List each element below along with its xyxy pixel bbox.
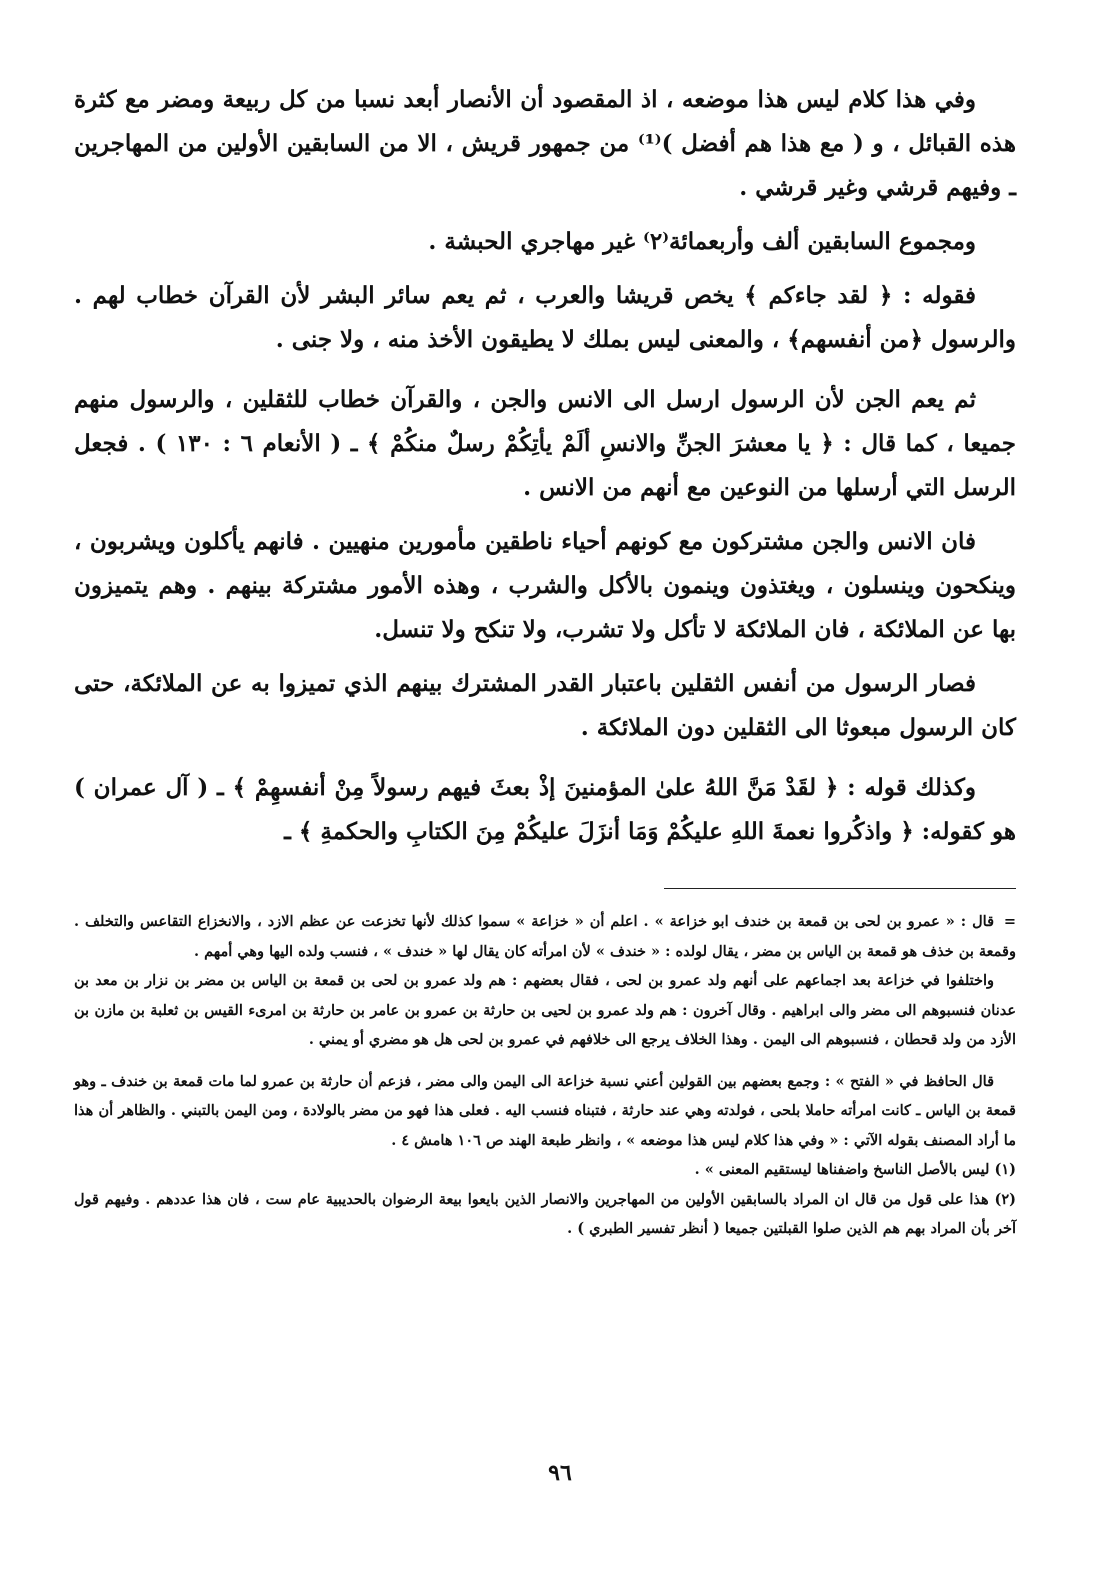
page-number: ٩٦ bbox=[548, 1460, 572, 1486]
main-text bbox=[74, 78, 1016, 854]
body-paragraph: ومجموع السابقين ألف وأربعمائة⁽٢⁾ غير مهاجري الحبشة . bbox=[428, 228, 976, 255]
continuation-marker: = bbox=[1003, 913, 1016, 930]
footnote-continuation: واختلفوا في خزاعة بعد اجماعهم على أنهم ولد عمرو بن لحى ، فقال بعضهم : هم ولد عمرو بن لحى بن قمعة بن الياس بن مضر بن نزار بن معد بن عدنان فنسبوهم الى مضر والى ابراهيم . وقال آخرون : هم ولد عمرو بن لحيى بن حارثة بن عمرو بن عامر بن حارثة بن امرىء القيس بن ثعلبة بن مازن بن الأزد من ولد قحطان ، فنسبوهم الى اليمن . وهذا الخلاف يرجع الى خلافهم في عمرو بن لحى هل هو مضري أو يمني . bbox=[74, 972, 1016, 1048]
footnote-text: قال : « عمرو بن لحى بن قمعة بن خندف ابو خزاعة » . اعلم أن « خزاعة » سموا كذلك لأنها تخزعت عن عظم الازد ، والانخزاع التقاعس والتخلف . وقمعة بن خذف هو قمعة بن الياس بن مضر ، يقال لولده : « خندف » لأن امرأته كان يقال لها « خندف » ، فنسب ولده اليها وهي أمهم . bbox=[74, 913, 1016, 960]
body-paragraph: وكذلك قوله : ﴿ لقَدْ مَنَّ اللهُ علىٰ المؤمنينَ إذْ بعثَ فيهم رسولاً مِنْ أنفسهِمْ ﴾ ـ ( آل عمران ) هو كقوله: ﴿ واذكُروا نعمةَ اللهِ عليكُمْ وَمَا أنزَلَ عليكُمْ مِنَ الكتابِ والحكمةِ ﴾ ـ bbox=[74, 774, 1016, 845]
footnote-1: (١) ليس بالأصل الناسخ واضفناها ليستقيم المعنى » . bbox=[694, 1161, 1016, 1178]
body-paragraph: وفي هذا كلام ليس هذا موضعه ، اذ المقصود أن الأنصار أبعد نسبا من كل ربيعة ومضر مع كثرة هذه القبائل ، و ( مع هذا هم أفضل )⁽¹⁾ من جمهور قريش ، الا من السابقين الأولين من المهاجرين ـ وفيهم قرشي وغير قرشي . bbox=[74, 86, 1016, 201]
body-paragraph: ثم يعم الجن لأن الرسول ارسل الى الانس والجن ، والقرآن خطاب للثقلين ، والرسول منهم جميعا ، كما قال : ﴿ يا معشرَ الجنِّ والانسِ ألَمْ يأتِكُمْ رسلٌ منكُمْ ﴾ ـ ( الأنعام ٦ : ١٣٠ ) . فجعل الرسل التي أرسلها من النوعين مع أنهم من الانس . bbox=[74, 386, 1016, 501]
footnotes bbox=[74, 907, 1016, 1244]
footnote-separator bbox=[664, 888, 1016, 889]
body-paragraph: فصار الرسول من أنفس الثقلين باعتبار القدر المشترك بينهم الذي تميزوا به عن الملائكة، حتى كان الرسول مبعوثا الى الثقلين دون الملائكة . bbox=[74, 670, 1016, 741]
footnote-continuation: قال الحافظ في « الفتح » : وجمع بعضهم بين القولين أعني نسبة خزاعة الى اليمن والى مضر ، فزعم أن حارثة بن عمرو لما مات قمعة بن خندف ـ وهو قمعة بن الياس ـ كانت امرأته حاملا بلحى ، فولدته وهي عند حارثة ، فتبناه فنسب اليه . فعلى هذا فهو من مضر بالولادة ، ومن اليمن بالتبني . والظاهر أن هذا ما أراد المصنف بقوله الآتي : « وفي هذا كلام ليس هذا موضعه » ، وانظر طبعة الهند ص ١٠٦ هامش ٤ . bbox=[74, 1072, 1016, 1149]
footnote-separator-wrap bbox=[74, 888, 1016, 889]
footnote-2: (٢) هذا على قول من قال ان المراد بالسابقين الأولين من المهاجرين والانصار الذين بايعوا بيعة الرضوان بالحديبية عام ست ، فان هذا عددهم . وفيهم قول آخر بأن المراد بهم هم الذين صلوا القبلتين جميعا ( أنظر تفسير الطبري ) . bbox=[74, 1190, 1016, 1237]
body-paragraph: فان الانس والجن مشتركون مع كونهم أحياء ناطقين مأمورين منهيين . فانهم يأكلون ويشربون ، وينكحون وينسلون ، ويغتذون وينمون بالأكل والشرب ، وهذه الأمور مشتركة بينهم . وهم يتميزون بها عن الملائكة ، فان الملائكة لا تأكل ولا تشرب، ولا تنكح ولا تنسل. bbox=[74, 528, 1016, 643]
body-paragraph: فقوله : ﴿ لقد جاءكم ﴾ يخص قريشا والعرب ، ثم يعم سائر البشر لأن القرآن خطاب لهم . والرسول ﴿من أنفسهم﴾ ، والمعنى ليس بملك لا يطيقون الأخذ منه ، ولا جنى . bbox=[74, 282, 1016, 353]
footnote-continuation bbox=[74, 907, 1016, 966]
